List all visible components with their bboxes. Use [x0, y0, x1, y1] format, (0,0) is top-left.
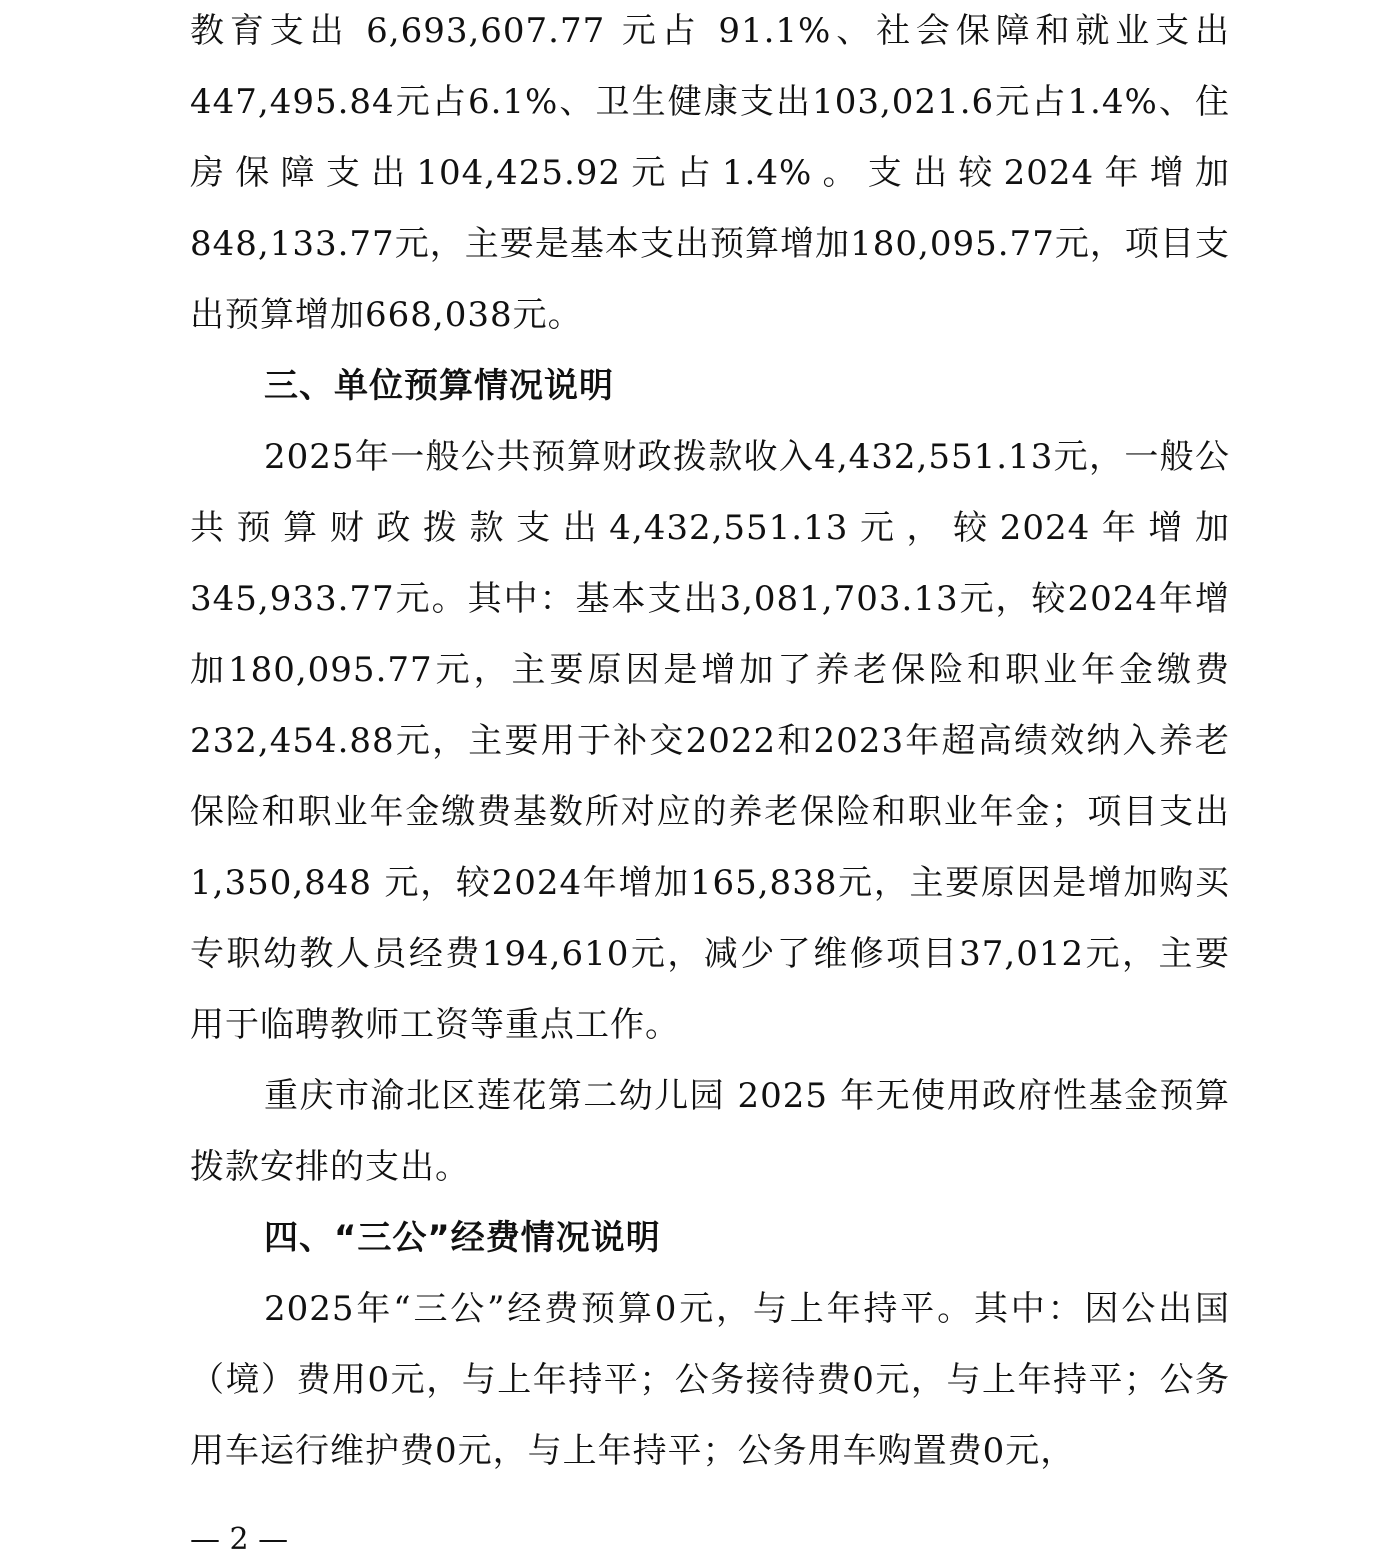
section-four-paragraph-1: 2025年“三公”经费预算0元，与上年持平。其中：因公出国（境）费用0元，与上年持平；公务接待费0元，与上年持平；公务用车运行维护费0元，与上年持平；公务用车购置费0元，: [190, 1289, 1230, 1471]
expenditure-breakdown-paragraph: 教育支出 6,693,607.77 元占 91.1%、社会保障和就业支出447,495.84元占6.1%、卫生健康支出103,021.6元占1.4%、住房保障支出104,425.92元占1.4%。支出较2024年增加848,133.77元，主要是基本支出预算增加180,095.77元，项目支出预算增加668,038元。: [190, 11, 1230, 335]
page-number: — 2 —: [190, 1522, 289, 1557]
section-three-paragraph-2: 重庆市渝北区莲花第二幼儿园 2025 年无使用政府性基金预算拨款安排的支出。: [190, 1076, 1230, 1187]
document-page: [190, 0, 1230, 1487]
section-three-paragraph-1: 2025年一般公共预算财政拨款收入4,432,551.13元，一般公共预算财政拨款支出4,432,551.13元，较2024年增加345,933.77元。其中：基本支出3,081,703.13元，较2024年增加180,095.77元，主要原因是增加了养老保险和职业年金缴费232,454.88元，主要用于补交2022和2023年超高绩效纳入养老保险和职业年金缴费基数所对应的养老保险和职业年金；项目支出 1,350,848 元，较2024年增加165,838元，主要原因是增加购买专职幼教人员经费194,610元，减少了维修项目37,012元，主要用于临聘教师工资等重点工作。: [190, 437, 1230, 1045]
section-three-heading: 三、单位预算情况说明: [264, 366, 614, 406]
section-four-heading: 四、“三公”经费情况说明: [264, 1218, 661, 1258]
